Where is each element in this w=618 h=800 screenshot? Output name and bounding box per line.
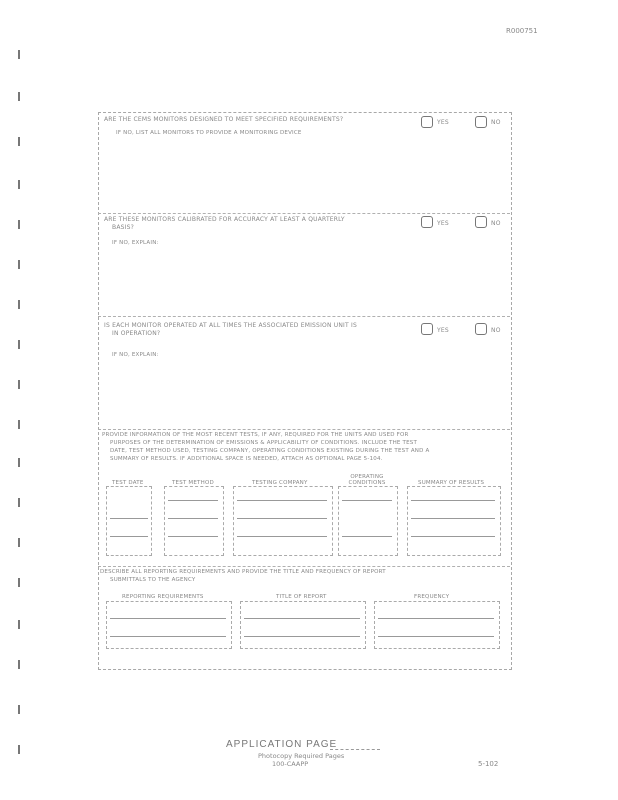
q5-line-1: DESCRIBE ALL REPORTING REQUIREMENTS AND PROVIDE THE TITLE AND FREQUENCY OF REPORT [100,569,386,575]
q5-cell-frequency[interactable] [374,601,500,649]
q4-col-testing-company: TESTING COMPANY [252,480,308,486]
q4-line-1: PROVIDE INFORMATION OF THE MOST RECENT TESTS, IF ANY, REQUIRED FOR THE UNITS AND USED FOR [102,432,409,438]
q5-cell-reporting-requirements[interactable] [106,601,232,649]
q4-col-summary-results: SUMMARY OF RESULTS [418,480,485,486]
q2-yes-checkbox[interactable] [421,216,433,228]
q4-cell-test-date[interactable] [106,486,152,556]
q5-col-reporting-requirements: REPORTING REQUIREMENTS [122,594,204,600]
q1-text: ARE THE CEMS MONITORS DESIGNED TO MEET SPECIFIED REQUIREMENTS? [104,116,344,123]
footer-form-id: 100-CAAPP [272,760,309,768]
q5-col-frequency: FREQUENCY [414,594,450,600]
footer-title: APPLICATION PAGE [226,739,338,750]
footer-subtitle: Photocopy Required Pages [258,752,345,760]
q4-cell-summary-results[interactable] [407,486,501,556]
q1-yes-checkbox[interactable] [421,116,433,128]
q4-col-test-date: TEST DATE [112,480,144,486]
document-id: R000751 [506,27,538,35]
footer-title-underline [330,749,380,750]
q5-cell-title-of-report[interactable] [240,601,366,649]
q5-line-2: SUBMITTALS TO THE AGENCY [110,577,196,583]
q3-yes-label: YES [437,327,449,334]
q4-cell-testing-company[interactable] [233,486,333,556]
q3-subtext: IF NO, EXPLAIN: [112,352,159,358]
q3-text-1: IS EACH MONITOR OPERATED AT ALL TIMES THE ASSOCIATED EMISSION UNIT IS [104,322,357,329]
q3-text-2: IN OPERATION? [112,330,161,337]
q2-subtext: IF NO, EXPLAIN: [112,240,159,246]
q4-cell-test-method[interactable] [164,486,224,556]
q3-no-checkbox[interactable] [475,323,487,335]
footer-page-number: 5-102 [478,760,499,768]
q4-cell-operating-conditions[interactable] [338,486,398,556]
q4-col-operating-conditions: OPERATING CONDITIONS [348,474,386,486]
q2-yes-label: YES [437,220,449,227]
q1-no-checkbox[interactable] [475,116,487,128]
q2-text-1: ARE THESE MONITORS CALIBRATED FOR ACCURACY AT LEAST A QUARTERLY [104,216,345,223]
q5-col-title-of-report: TITLE OF REPORT [276,594,327,600]
q3-no-label: NO [491,327,501,334]
q3-yes-checkbox[interactable] [421,323,433,335]
q2-text-2: BASIS? [112,224,134,231]
q4-line-3: DATE, TEST METHOD USED, TESTING COMPANY, OPERATING CONDITIONS EXISTING DURING THE TEST AND A [110,448,430,454]
q1-yes-label: YES [437,119,449,126]
form-frame [98,112,512,670]
q4-col-test-method: TEST METHOD [172,480,214,486]
q4-line-4: SUMMARY OF RESULTS. IF ADDITIONAL SPACE IS NEEDED, ATTACH AS OPTIONAL PAGE 5-104. [110,456,383,462]
q2-no-label: NO [491,220,501,227]
q1-subtext: IF NO, LIST ALL MONITORS TO PROVIDE A MONITORING DEVICE [116,130,302,136]
q2-no-checkbox[interactable] [475,216,487,228]
q1-no-label: NO [491,119,501,126]
q4-line-2: PURPOSES OF THE DETERMINATION OF EMISSIONS & APPLICABILITY OF CONDITIONS. INCLUDE THE TEST [110,440,418,446]
